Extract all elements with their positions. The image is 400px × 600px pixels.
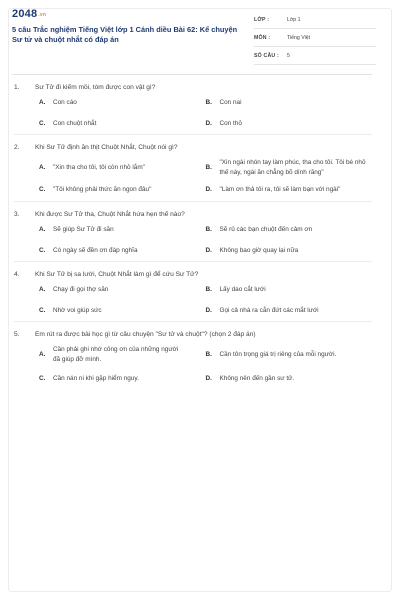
option-row xyxy=(39,285,372,295)
option-text: "Xin tha cho tôi, tôi còn nhỏ lắm" xyxy=(53,163,145,171)
option-text: Cần tôn trọng giá trị riêng của mỗi người. xyxy=(219,351,337,359)
option-b[interactable] xyxy=(206,158,373,177)
option-text: Sẽ giúp Sư Tử đi săn xyxy=(53,225,114,233)
meta-count-value: 5 xyxy=(287,53,290,59)
question-stem xyxy=(14,81,372,95)
header-divider xyxy=(12,74,372,75)
option-b[interactable] xyxy=(206,98,373,108)
option-text: Con chuột nhắt xyxy=(53,119,97,127)
option-row xyxy=(39,119,372,129)
option-letter: A. xyxy=(39,225,46,233)
meta-subject-label: MÔN : xyxy=(254,35,271,41)
option-row xyxy=(39,98,372,108)
option-letter: A. xyxy=(39,286,46,294)
option-text: "Tôi không phải thức ăn ngon đâu" xyxy=(53,186,152,194)
option-b[interactable] xyxy=(206,285,373,295)
site-logo[interactable] xyxy=(12,8,46,20)
meta-class-row xyxy=(254,13,376,29)
option-letter: A. xyxy=(39,351,46,359)
option-letter: B. xyxy=(205,286,212,294)
option-c[interactable] xyxy=(39,185,206,195)
question-number: 2. xyxy=(14,144,20,152)
question-4 xyxy=(14,268,372,322)
option-letter: B. xyxy=(205,225,212,233)
option-letter: B. xyxy=(205,99,212,106)
answer-options xyxy=(39,98,372,135)
question-divider xyxy=(14,134,372,135)
option-row xyxy=(39,225,372,235)
option-letter: D. xyxy=(205,186,212,194)
option-text: Nhờ voi giúp sức xyxy=(53,306,102,314)
answer-options xyxy=(39,225,372,262)
option-letter: B. xyxy=(205,163,212,171)
worksheet-header xyxy=(12,8,376,68)
question-divider xyxy=(14,321,372,322)
question-divider xyxy=(14,261,372,262)
meta-info xyxy=(254,13,376,67)
meta-class-value: Lớp 1 xyxy=(287,17,301,23)
option-c[interactable] xyxy=(39,246,206,256)
option-letter: D. xyxy=(205,306,212,314)
option-text: Cần nán ni khi gặp hiểm nguy. xyxy=(53,374,139,382)
question-text: Khi Sư Tử bị sa lưới, Chuột Nhắt làm gì để cứu Sư Tử? xyxy=(35,271,199,279)
option-letter: C. xyxy=(39,119,46,127)
question-text: Khi được Sư Tử tha, Chuột Nhắt hứa hẹn thế nào? xyxy=(35,210,185,218)
option-c[interactable] xyxy=(39,119,206,129)
option-text: Có ngày sẽ đền ơn đáp nghĩa xyxy=(53,246,138,254)
meta-count-row xyxy=(254,49,376,65)
question-stem xyxy=(14,141,372,155)
question-text: Sư Tử đi kiếm mồi, tóm được con vật gì? xyxy=(35,84,156,91)
question-stem xyxy=(14,208,372,222)
question-3 xyxy=(14,208,372,262)
option-c[interactable] xyxy=(39,374,206,384)
question-text: Em rút ra được bài học gì từ câu chuyện "Sư tử và chuột"? (chọn 2 đáp án) xyxy=(35,331,256,339)
option-d[interactable] xyxy=(206,374,373,384)
question-1 xyxy=(14,81,372,135)
meta-class-label: LỚP : xyxy=(254,17,270,23)
question-stem xyxy=(14,328,372,342)
logo-suffix: .vn xyxy=(38,12,47,18)
option-text: Cần phải ghi nhớ công ơn của những người đã giúp đỡ mình. xyxy=(53,346,179,363)
option-letter: D. xyxy=(205,374,212,382)
question-stem xyxy=(14,268,372,282)
option-c[interactable] xyxy=(39,306,206,316)
option-letter: A. xyxy=(39,163,46,171)
option-row xyxy=(39,374,372,384)
option-text: Con thỏ xyxy=(219,119,242,127)
option-a[interactable] xyxy=(39,163,206,173)
option-letter: C. xyxy=(39,246,46,254)
option-letter: D. xyxy=(205,246,212,254)
question-number: 3. xyxy=(14,210,20,218)
logo-main: 2048 xyxy=(12,8,38,20)
option-row xyxy=(39,246,372,256)
option-b[interactable] xyxy=(206,225,373,235)
option-d[interactable] xyxy=(206,246,373,256)
option-row xyxy=(39,306,372,316)
option-a[interactable] xyxy=(39,345,206,364)
option-d[interactable] xyxy=(206,185,373,195)
option-text: Không nên đến gần sư tử. xyxy=(219,374,295,382)
option-text: "Xin ngài nhón tay làm phúc, tha cho tôi. Tôi bé nhỏ thế này, ngài ăn chẳng bõ dính răng" xyxy=(219,159,366,176)
option-b[interactable] xyxy=(206,350,373,360)
option-letter: C. xyxy=(39,186,46,194)
answer-options xyxy=(39,345,372,383)
option-text: Con cáo xyxy=(53,99,77,106)
option-row xyxy=(39,345,372,364)
option-d[interactable] xyxy=(206,306,373,316)
option-letter: C. xyxy=(39,306,46,314)
option-text: Gọi cả nhà ra cắn đứt các mắt lưới xyxy=(219,306,319,314)
option-a[interactable] xyxy=(39,98,206,108)
question-number: 5. xyxy=(14,331,20,339)
meta-count-label: SỐ CÂU : xyxy=(254,53,279,59)
option-text: Sẽ rủ các bạn chuột đến cảm ơn xyxy=(219,225,313,233)
question-number: 4. xyxy=(14,271,20,279)
option-text: Lấy dao cắt lưới xyxy=(219,286,266,294)
question-number: 1. xyxy=(14,84,20,91)
option-text: Chạy đi gọi thợ săn xyxy=(53,286,109,294)
option-letter: C. xyxy=(39,374,46,382)
option-letter: A. xyxy=(39,99,46,106)
meta-subject-value: Tiếng Việt xyxy=(287,35,311,41)
meta-subject-row xyxy=(254,31,376,47)
option-a[interactable] xyxy=(39,225,206,235)
question-text: Khi Sư Tử định ăn thịt Chuột Nhắt, Chuột nói gì? xyxy=(35,144,178,152)
option-row xyxy=(39,185,372,195)
question-2 xyxy=(14,141,372,202)
page-title: 5 câu Trắc nghiệm Tiếng Việt lớp 1 Cánh diều Bài 62: Kể chuyện Sư tử và chuột nhắt có đáp án xyxy=(12,25,238,44)
option-a[interactable] xyxy=(39,285,206,295)
option-letter: B. xyxy=(205,351,212,359)
option-text: Không bao giờ quay lại nữa xyxy=(219,246,299,254)
option-row xyxy=(39,158,372,177)
question-divider xyxy=(14,201,372,202)
option-d[interactable] xyxy=(206,119,373,129)
answer-options xyxy=(39,158,372,202)
answer-options xyxy=(39,285,372,322)
question-list xyxy=(14,81,372,389)
option-text: Con nai xyxy=(219,99,242,106)
question-5 xyxy=(14,328,372,383)
option-text: "Làm ơn thả tôi ra, tôi sẽ làm bạn với ngài" xyxy=(219,186,341,194)
option-letter: D. xyxy=(205,119,212,127)
